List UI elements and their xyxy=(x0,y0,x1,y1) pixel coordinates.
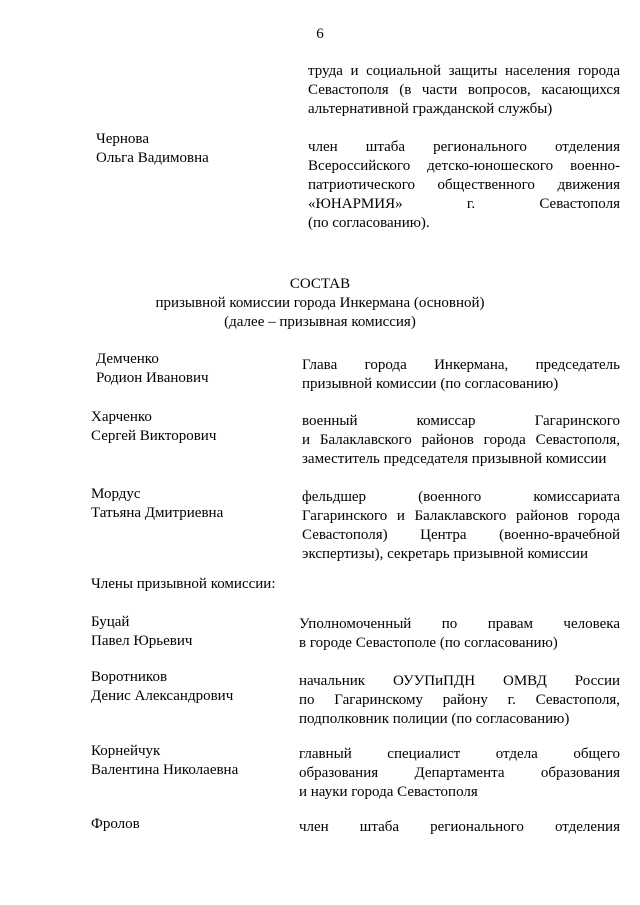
surname: Корнейчук xyxy=(91,743,161,759)
given-names: Родион Иванович xyxy=(96,370,209,386)
text-line: и науки города Севастополя xyxy=(299,784,478,800)
page-number: 6 xyxy=(316,26,324,42)
text-line: Гагаринского и Балаклавского районов города xyxy=(302,508,620,524)
text-line: (по согласованию). xyxy=(308,215,430,231)
text-line: заместитель председателя призывной комиссии xyxy=(302,451,607,467)
text-line: по Гагаринскому району г. Севастополя, xyxy=(299,692,620,708)
member-name xyxy=(91,613,281,651)
member-name xyxy=(96,130,286,168)
text-line: фельдшер (военного комиссариата xyxy=(302,489,620,505)
surname: Чернова xyxy=(96,131,149,147)
text-line: патриотического общественного движения xyxy=(308,177,620,193)
member-role xyxy=(299,818,620,837)
text-line: подполковник полиции (по согласованию) xyxy=(299,711,570,727)
given-names: Ольга Вадимовна xyxy=(96,150,209,166)
section-subtitle: призывной комиссии города Инкермана (основной) xyxy=(155,295,485,311)
text-line: Всероссийского детско-юношеского военно- xyxy=(308,158,620,174)
members-heading: Члены призывной комиссии: xyxy=(91,576,276,592)
surname: Мордус xyxy=(91,486,141,502)
text-line: Уполномоченный по правам человека xyxy=(299,616,620,632)
given-names: Татьяна Дмитриевна xyxy=(91,505,224,521)
text-line: «ЮНАРМИЯ» г. Севастополя xyxy=(308,196,620,212)
member-name xyxy=(91,815,291,834)
surname: Харченко xyxy=(91,409,152,425)
member-role xyxy=(299,615,620,653)
given-names: Павел Юрьевич xyxy=(91,633,193,649)
text-line: в городе Севастополе (по согласованию) xyxy=(299,635,558,651)
text-line: альтернативной гражданской службы) xyxy=(308,101,553,117)
member-role xyxy=(308,138,620,233)
member-name xyxy=(96,350,286,388)
text-line: образования Департамента образования xyxy=(299,765,620,781)
text-line: и Балаклавского районов города Севастополя, xyxy=(302,432,620,448)
surname: Воротников xyxy=(91,669,168,685)
member-role xyxy=(299,672,620,729)
text-line: Севастополя (в части вопросов, касающихся xyxy=(308,82,620,98)
text-line: Севастополя) Центра (военно-врачебной xyxy=(302,527,620,543)
continuation-text xyxy=(308,62,620,119)
member-name xyxy=(91,485,281,523)
member-name xyxy=(91,742,291,780)
surname: Демченко xyxy=(96,351,159,367)
given-names: Валентина Николаевна xyxy=(91,762,239,778)
section-title: СОСТАВ xyxy=(289,276,351,292)
surname: Фролов xyxy=(91,816,140,832)
given-names: Денис Александрович xyxy=(91,688,234,704)
member-name xyxy=(91,408,281,446)
section-note: (далее – призывная комиссия) xyxy=(224,314,416,330)
text-line: военный комиссар Гагаринского xyxy=(302,413,620,429)
member-name xyxy=(91,668,291,706)
text-line: Глава города Инкермана, председатель xyxy=(302,357,620,373)
member-role xyxy=(299,745,620,802)
member-role xyxy=(302,356,620,394)
text-line: призывной комиссии (по согласованию) xyxy=(302,376,559,392)
given-names: Сергей Викторович xyxy=(91,428,217,444)
text-line: член штаба регионального отделения xyxy=(308,139,620,155)
text-line: экспертизы), секретарь призывной комиссии xyxy=(302,546,589,562)
text-line: начальник ОУУПиПДН ОМВД России xyxy=(299,673,620,689)
text-line: труда и социальной защиты населения города xyxy=(308,63,620,79)
text-line: главный специалист отдела общего xyxy=(299,746,620,762)
member-role xyxy=(302,412,620,469)
member-role xyxy=(302,488,620,564)
surname: Буцай xyxy=(91,614,130,630)
text-line: член штаба регионального отделения xyxy=(299,819,620,835)
